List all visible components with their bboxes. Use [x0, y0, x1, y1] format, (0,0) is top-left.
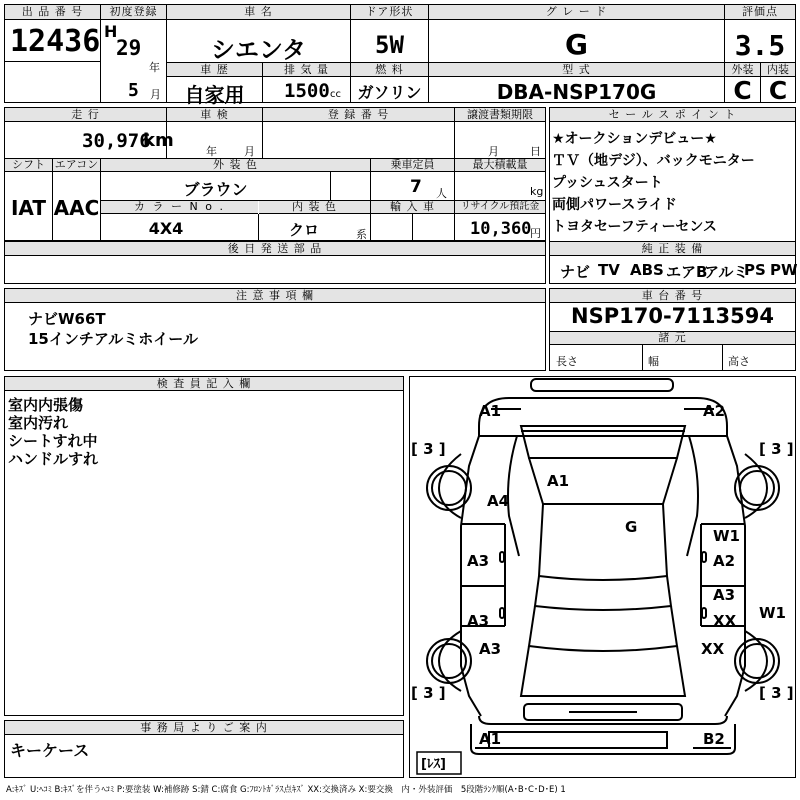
ext-color-label: 外 装 色: [101, 159, 370, 172]
history: 自家用: [184, 83, 245, 107]
chassis-number: NSP170-7113594: [571, 304, 774, 328]
model-code: DBA-NSP170G: [496, 80, 657, 104]
interior-grade: C: [768, 76, 788, 105]
inspector-line: 室内内張傷: [8, 396, 84, 414]
label-left-rear-door: A3: [467, 612, 490, 630]
note-line: ナビW66T: [28, 310, 106, 328]
fuel: ガソリン: [357, 83, 422, 102]
equipment-item: PS: [744, 261, 766, 279]
score-label: 評価点: [725, 5, 795, 20]
label-hood: A1: [547, 472, 570, 490]
transfer-month-unit: 月: [488, 145, 499, 158]
length-label: 長さ: [556, 355, 578, 368]
label-left-rear-quarter: A3: [479, 640, 502, 658]
inspector-label: 検 査 員 記 入 欄: [5, 377, 403, 391]
label-tire-fl: [ 3 ]: [411, 440, 446, 458]
aircon: AAC: [53, 196, 100, 220]
ext-color: ブラウン: [183, 180, 248, 199]
specs-label: 諸 元: [550, 332, 795, 345]
later-parts-label: 後 日 発 送 部 品: [5, 242, 545, 256]
inspector-line: 室内汚れ: [8, 414, 69, 432]
aircon-label: エアコン: [54, 158, 99, 171]
shift-label: シフト: [5, 159, 52, 172]
import-label: 輸 入 車: [371, 201, 454, 214]
car-name: シエンタ: [210, 36, 307, 64]
label-right-front-door-1: W1: [713, 527, 740, 545]
shift: IAT: [10, 196, 46, 220]
door-label: ドア形状: [351, 5, 428, 20]
office-note: キーケース: [10, 741, 90, 760]
label-rear-right: B2: [703, 730, 725, 748]
label-right-rear-quarter: XX: [701, 640, 725, 658]
int-color-label: 内 装 色: [259, 201, 370, 214]
selling-point: ★オークションデビュー★: [552, 131, 717, 147]
insp-month-unit: 月: [244, 145, 255, 158]
width-label: 幅: [648, 355, 659, 368]
label-front-left: A1: [479, 402, 502, 420]
label-right-rear-door-2: XX: [713, 612, 737, 630]
label-rear-left: A1: [479, 730, 502, 748]
recycle-label: リサイクル預託金: [455, 201, 545, 214]
mileage: 30,976: [82, 130, 151, 152]
history-label: 車 歴: [167, 63, 262, 77]
inspection-label: 車 検: [167, 108, 262, 122]
car-diagram: [409, 376, 796, 778]
capacity: 7: [410, 177, 422, 197]
lot-no-label: 出 品 番 号: [5, 5, 100, 20]
grade: G: [565, 28, 588, 61]
selling-point: トヨタセーフティーセンス: [552, 219, 717, 235]
exterior-grade: C: [733, 76, 752, 105]
chassis-label: 車 台 番 号: [550, 289, 795, 303]
reg-month: 5: [128, 80, 139, 101]
equipment-label: 純 正 装 備: [550, 242, 795, 256]
label-front-right: A2: [703, 402, 726, 420]
equipment-item: ABS: [630, 261, 664, 279]
selling-point: ＴＶ（地デジ）、バックモニター: [552, 153, 755, 169]
equipment-item: アルミ: [704, 263, 749, 281]
displacement-unit: cc: [330, 89, 341, 100]
door-type: 5W: [375, 31, 404, 59]
height-label: 高さ: [728, 355, 750, 368]
score: 3.5: [734, 29, 786, 62]
transfer-day-unit: 日: [530, 145, 541, 158]
first-reg-label: 初度登録: [101, 5, 166, 20]
displacement-label: 排 気 量: [263, 63, 350, 77]
label-roof: G: [625, 518, 638, 536]
label-left-fender: A4: [487, 492, 510, 510]
recycle-fee: 10,360: [470, 219, 532, 239]
load-unit: kg: [530, 185, 544, 198]
label-right-front-door-2: A2: [713, 552, 736, 570]
insp-year-unit: 年: [206, 145, 217, 158]
model-label: 型 式: [429, 63, 724, 77]
color-no: 4X4: [148, 219, 184, 238]
equipment-item: PW: [770, 261, 798, 279]
label-tire-fr: [ 3 ]: [759, 440, 794, 458]
year-unit: 年: [149, 61, 160, 74]
inspector-line: ハンドルすれ: [8, 450, 99, 468]
selling-point: プッシュスタート: [552, 175, 663, 191]
label-tire-rr: [ 3 ]: [759, 684, 794, 702]
equipment-item: ナビ: [560, 263, 591, 281]
capacity-unit: 人: [436, 187, 447, 200]
notes-label: 注 意 事 項 欄: [5, 289, 545, 303]
recycle-unit: 円: [530, 227, 541, 240]
label-right-rear-door-1: A3: [713, 586, 736, 604]
label-tire-rl: [ 3 ]: [411, 684, 446, 702]
exterior-label: 外装: [725, 63, 760, 77]
displacement: 1500: [284, 80, 330, 102]
transfer-label: 譲渡書類期限: [455, 108, 545, 122]
equipment-item: エアB: [666, 263, 708, 281]
fuel-label: 燃 料: [351, 63, 428, 77]
month-unit: 月: [150, 88, 161, 101]
color-no-label: カ ラ ー N o .: [101, 201, 258, 214]
legend: A:ｷｽﾞ U:ﾍｺﾐ B:ｷｽﾞを伴うﾍｺﾐ P:要塗装 W:補修跡 S:錆 C:腐食 G:ﾌﾛﾝﾄｶﾞﾗｽ点ｷｽﾞ XX:交換済み X:要交換 内・外装評価 5段階ﾗﾝｸ順(A･B･C･D･E) 1: [6, 785, 566, 795]
int-color-suffix: 系: [356, 228, 367, 241]
inspector-line: シートすれ中: [8, 432, 98, 450]
capacity-label: 乗車定員: [371, 159, 454, 172]
load-label: 最大積載量: [455, 159, 545, 172]
selling-point: 両側パワースライド: [552, 197, 677, 213]
interior-label: 内装: [761, 63, 795, 77]
regno-label: 登 録 番 号: [263, 108, 454, 122]
note-line: 15インチアルミホイール: [28, 330, 198, 348]
office-label: 事 務 局 よ り ご 案 内: [5, 721, 403, 735]
mileage-label: 走 行: [5, 108, 166, 122]
label-left-front-door: A3: [467, 552, 490, 570]
reg-year: 29: [116, 36, 142, 60]
mileage-unit: km: [143, 130, 174, 151]
label-spare: [ﾚｽ]: [421, 757, 446, 772]
label-right-side-outer: W1: [759, 604, 786, 622]
equipment-item: TV: [598, 261, 620, 279]
car-name-label: 車 名: [167, 5, 350, 20]
grade-label: グ レ ー ド: [429, 5, 724, 20]
era: H: [104, 22, 118, 41]
int-color: クロ: [288, 221, 319, 239]
lot-number: 12436: [10, 24, 101, 59]
selling-points-label: セ ー ル ス ポ イ ン ト: [550, 108, 795, 122]
